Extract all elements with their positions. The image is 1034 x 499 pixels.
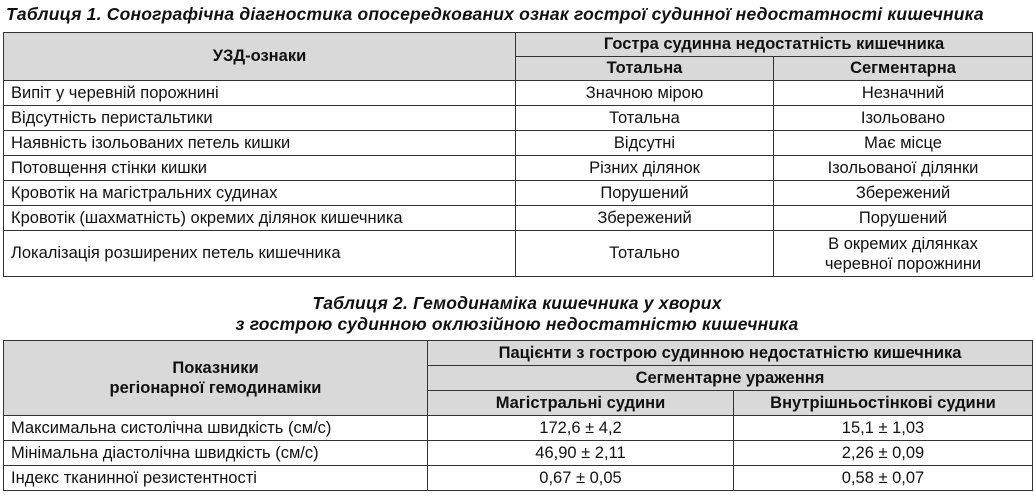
table-row: [4, 81, 1033, 106]
cell-segment: Ізольованої ділянки: [774, 156, 1033, 181]
row-label: Максимальна систолічна швидкість (см/с): [4, 416, 428, 441]
cell-intra: 15,1 ± 1,03: [734, 416, 1033, 441]
table-row: [4, 206, 1033, 231]
cell-total: Відсутні: [516, 131, 774, 156]
cell-total: Тотальна: [516, 106, 774, 131]
row-label: Потовщення стінки кишки: [4, 156, 516, 181]
table2-caption-line2: з гострою судинною оклюзійною недостатністю кишечника: [235, 314, 799, 334]
table-row: [4, 106, 1033, 131]
header-main-vessels: Магістральні судини: [428, 391, 734, 416]
cell-segment: Незначний: [774, 81, 1033, 106]
cell-total: Порушений: [516, 181, 774, 206]
table-row: [4, 156, 1033, 181]
cell-intra: 2,26 ± 0,09: [734, 441, 1033, 466]
cell-total: Збережений: [516, 206, 774, 231]
header-indicators-line2: регіонарної гемодинаміки: [109, 379, 322, 397]
header-segmental: Сегментарна: [774, 57, 1033, 81]
cell-total: Тотально: [516, 231, 774, 277]
hemodynamics-table: [3, 340, 1033, 491]
row-label: Локалізація розширених петель кишечника: [4, 231, 516, 277]
table-row: [4, 231, 1033, 277]
cell-main: 172,6 ± 4,2: [428, 416, 734, 441]
row-label: Кровотік (шахматність) окремих ділянок кишечника: [4, 206, 516, 231]
cell-total: Різних ділянок: [516, 156, 774, 181]
cell-main: 0,67 ± 0,05: [428, 466, 734, 491]
header-indicators: [4, 341, 428, 416]
cell-segment: Збережений: [774, 181, 1033, 206]
table-row: [4, 131, 1033, 156]
row-label: Відсутність перистальтики: [4, 106, 516, 131]
cell-segment-line1: В окремих ділянках: [828, 234, 978, 253]
table-row: [4, 416, 1033, 441]
cell-segment: Порушений: [774, 206, 1033, 231]
header-patients: Пацієнти з гострою судинною недостатністю кишечника: [428, 341, 1033, 366]
table-row: [4, 181, 1033, 206]
table1-caption: Таблиця 1. Сонографічна діагностика опосередкованих ознак гострої судинної недостатності кишечника: [6, 4, 984, 24]
sonography-table: [3, 32, 1033, 277]
row-label: Наявність ізольованих петель кишки: [4, 131, 516, 156]
table-row: [4, 441, 1033, 466]
cell-segment: [774, 231, 1033, 277]
cell-intra: 0,58 ± 0,07: [734, 466, 1033, 491]
row-label: Мінімальна діастолічна швидкість (см/с): [4, 441, 428, 466]
table-row: [4, 466, 1033, 491]
cell-total: Значною мірою: [516, 81, 774, 106]
header-indicators-line1: Показники: [172, 359, 259, 377]
row-label: Кровотік на магістральних судинах: [4, 181, 516, 206]
header-total: Тотальна: [516, 57, 774, 81]
cell-main: 46,90 ± 2,11: [428, 441, 734, 466]
cell-segment-line2: черевної порожнини: [824, 254, 982, 273]
header-acute-insufficiency: Гостра судинна недостатність кишечника: [516, 33, 1033, 57]
row-label: Індекс тканинної резистентності: [4, 466, 428, 491]
table2-caption-line1: Таблиця 2. Гемодинаміка кишечника у хворих: [312, 293, 722, 313]
header-usd-signs: УЗД-ознаки: [4, 33, 516, 81]
header-intramural-vessels: Внутрішньостінкові судини: [734, 391, 1033, 416]
row-label: Випіт у черевній порожнині: [4, 81, 516, 106]
header-segmental-lesion: Сегментарне ураження: [428, 366, 1033, 391]
cell-segment: Ізольовано: [774, 106, 1033, 131]
cell-segment: Має місце: [774, 131, 1033, 156]
